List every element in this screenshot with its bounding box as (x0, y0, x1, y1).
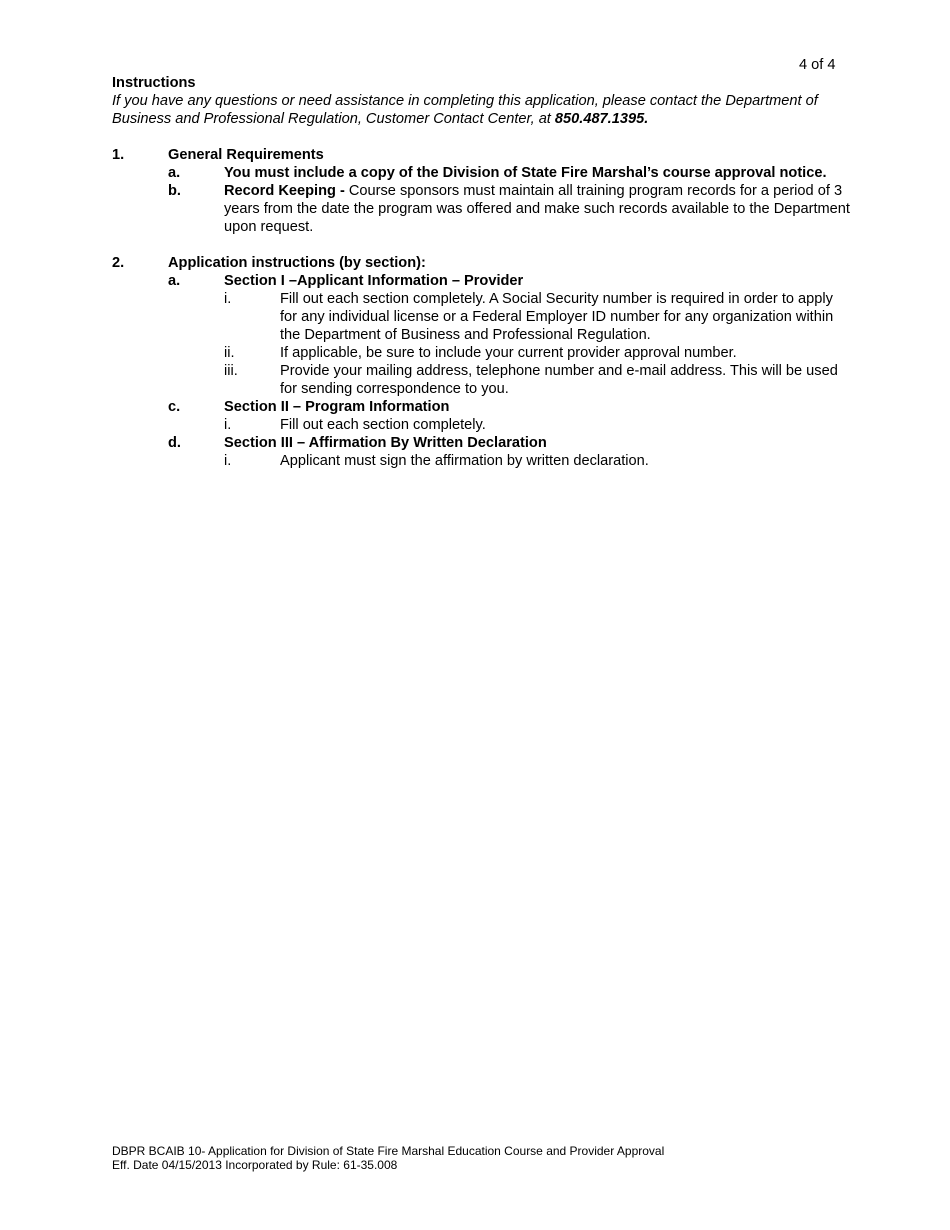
section-2-title: Application instructions (by section): (168, 255, 426, 271)
contact-phone: 850.487.1395. (554, 111, 649, 127)
section-2a-item (112, 290, 852, 344)
footer-effective-date: Eff. Date 04/15/2013 Incorporated by Rule: 61-35.008 (112, 1157, 398, 1172)
section-1b-body (112, 182, 852, 236)
section-1b-text: Course sponsors must maintain all training program records for a period of 3 years from the date the program was offered and make such records available to the Department upon request. (224, 183, 850, 235)
section-2 (112, 254, 852, 272)
section-1-title: General Requirements (168, 147, 324, 163)
section-2a (112, 272, 852, 290)
section-2a-ii-text: If applicable, be sure to include your current provider approval number. (280, 345, 737, 361)
instructions-intro (112, 92, 852, 128)
section-2a-iii-label: iii. (224, 363, 238, 379)
instructions-content (112, 74, 852, 470)
footer-form-title: DBPR BCAIB 10- Application for Division of State Fire Marshal Education Course and Provider Approval (112, 1144, 665, 1158)
section-2c-i-text: Fill out each section completely. (280, 417, 486, 433)
section-2a-i-text: Fill out each section completely. A Social Security number is required in order to apply for any individual license or a Federal Employer ID number for any organization within the Department of Business and Professional Regulation. (280, 291, 834, 343)
intro-text: If you have any questions or need assistance in completing this application, please contact the Department of Business and Professional Regulation, Customer Contact Center, at (112, 93, 818, 127)
section-2c (112, 398, 852, 416)
section-2a-ii-label: ii. (224, 345, 235, 361)
section-1b-label: b. (168, 183, 181, 199)
section-2c-item (112, 416, 852, 434)
section-2c-i-label: i. (224, 417, 232, 433)
section-2d-title: Section III – Affirmation By Written Declaration (224, 435, 547, 451)
section-1b (112, 182, 852, 236)
page-number: 4 of 4 (799, 57, 836, 73)
section-2d-i-label: i. (224, 453, 232, 469)
section-1a-text: You must include a copy of the Division of State Fire Marshal’s course approval notice. (224, 165, 827, 181)
section-2c-title: Section II – Program Information (224, 399, 450, 415)
section-2d-label: d. (168, 435, 181, 451)
section-2-number: 2. (112, 255, 125, 271)
section-2d-i-text: Applicant must sign the affirmation by written declaration. (280, 453, 649, 469)
section-2a-item (112, 362, 852, 398)
section-2d (112, 434, 852, 452)
instructions-title: Instructions (112, 75, 196, 91)
section-2a-label: a. (168, 273, 181, 289)
section-2a-i-label: i. (224, 291, 232, 307)
section-1 (112, 146, 852, 164)
page-footer (112, 1145, 664, 1172)
section-2a-iii-text: Provide your mailing address, telephone number and e-mail address. This will be used for sending correspondence to you. (280, 363, 838, 397)
section-2a-title: Section I –Applicant Information – Provider (224, 273, 524, 289)
section-1-number: 1. (112, 147, 125, 163)
section-2a-item (112, 344, 852, 362)
section-2d-item (112, 452, 852, 470)
section-2c-label: c. (168, 399, 181, 415)
record-keeping-label: Record Keeping - (224, 183, 345, 199)
section-1a (112, 164, 852, 182)
section-1a-label: a. (168, 165, 181, 181)
